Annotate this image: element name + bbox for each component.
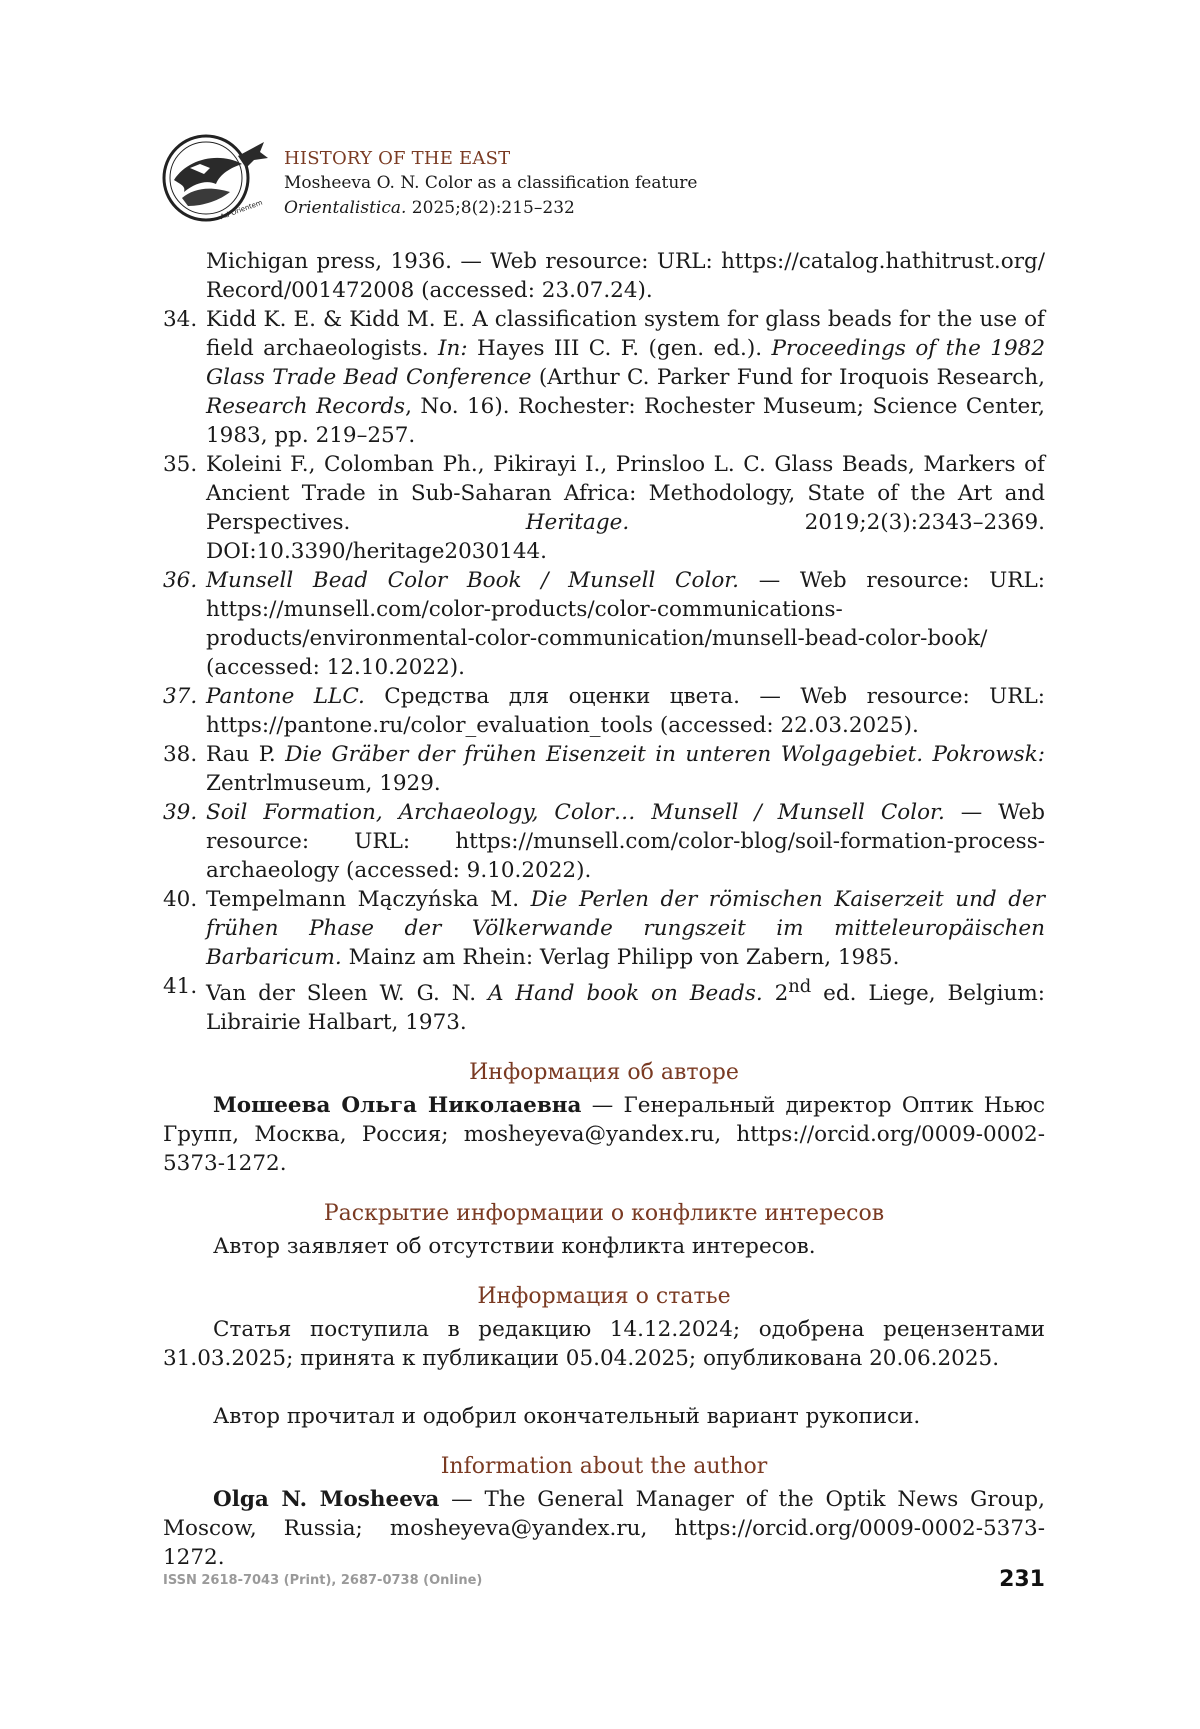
reference-text: — Web resource: URL: https://munsell.com/color-blog/soil-formation-process-archaeology (accessed: 9.10.2022). [206, 800, 1045, 883]
author-info-ru-heading: Информация об авторе [469, 1060, 739, 1086]
reference-item-39 [163, 798, 1045, 885]
reference-text: ed. Liege, Belgium: Librairie Halbart, 1973. [206, 981, 1045, 1036]
reference-item-35 [163, 450, 1045, 566]
reference-text: (Arthur C. Parker Fund for Iroquois Research, [531, 365, 1045, 390]
reference-item-38 [163, 740, 1045, 798]
reference-number: 40. [163, 887, 198, 912]
author-info-en-text [163, 1485, 1045, 1572]
reference-superscript: nd [788, 976, 812, 997]
reference-number: 38. [163, 742, 198, 767]
reference-italic: A Hand book on Beads. [487, 981, 763, 1007]
conflict-heading: Раскрытие информации о конфликте интересов [323, 1201, 885, 1227]
reference-item-40 [163, 885, 1045, 972]
reference-text: Tempelmann Mączyńska M. [206, 887, 531, 912]
reference-number: 35. [163, 452, 198, 477]
author-name-en: Olga N. Mosheeva [213, 1487, 440, 1513]
reference-item-41 [163, 972, 1045, 1037]
spacer [163, 1373, 1045, 1402]
reference-item-34 [163, 305, 1045, 450]
author-info-ru-text [163, 1091, 1045, 1178]
reference-text: Средства для оценки цвета. — Web resource: URL: https://pantone.ru/color_evaluation_tools (accessed: 22.03.2025). [206, 684, 1045, 738]
reference-italic: Die Gräber der frühen Eisenzeit in unteren Wolgagebiet. Pokrowsk: [285, 742, 1045, 767]
reference-item-36 [163, 566, 1045, 682]
approval-text: Автор прочитал и одобрил окончательный вариант рукописи. [213, 1404, 921, 1430]
reference-text: Koleini F., Colomban Ph., Pikirayi I., Prinsloo L. C. Glass Beads, Markers of Ancient Trade in Sub-Saharan Africa: Methodology, State of the Art and Perspectives. [206, 452, 1045, 535]
reference-continuation [163, 247, 1045, 305]
reference-text: Mainz am Rhein: Verlag Philipp von Zabern, 1985. [341, 945, 900, 970]
reference-text: Kidd K. E. & Kidd M. E. A classification system for glass beads for the use of field archaeologists. [206, 307, 1045, 361]
conflict-text: Автор заявляет об отсутствии конфликта интересов. [213, 1234, 816, 1260]
page-header [160, 128, 1060, 224]
reference-italic: Research Records [206, 394, 406, 419]
reference-text: , No. 16). Rochester: Rochester Museum; Science Center, 1983, pp. 219–257. [206, 394, 1045, 448]
page-content [163, 247, 1045, 1572]
continuation-line-2: Record/001472008 (accessed: 23.07.24). [206, 278, 653, 303]
author-details-ru: — Генеральный директор Оптик Ньюс Групп, Москва, Россия; mosheyeva@yandex.ru, https://orcid.org/0009-0002-5373-1272. [163, 1093, 1045, 1177]
article-info-heading: Информация о статье [477, 1284, 731, 1310]
reference-text: Zentrlmuseum, 1929. [206, 771, 441, 796]
logo-caption: Ad Orientem [219, 198, 264, 222]
article-info-text: Статья поступила в редакцию 14.12.2024; одобрена рецензентами 31.03.2025; принята к публикации 05.04.2025; опубликована 20.06.2025. [163, 1317, 1045, 1372]
reference-text: Hayes III C. F. (gen. ed.). [467, 336, 772, 361]
reference-italic: Heritage. [525, 510, 630, 535]
page-number: 231 [999, 1567, 1045, 1592]
reference-number: 34. [163, 307, 198, 332]
reference-list [163, 305, 1045, 1037]
reference-text: Van der Sleen W. G. N. [206, 981, 488, 1007]
reference-italic: Pantone LLC. [206, 684, 365, 709]
journal-section-title: HISTORY OF THE EAST [284, 148, 511, 169]
continuation-line-1: Michigan press, 1936. — Web resource: URL: https://catalog.hathitrust.org/ [206, 249, 1045, 274]
reference-number: 39. [163, 800, 198, 825]
reference-number: 36. [163, 568, 198, 593]
reference-italic: Munsell Bead Color Book / Munsell Color. [206, 568, 740, 593]
journal-logo-icon [160, 128, 270, 224]
reference-italic: Soil Formation, Archaeology, Color… Munsell / Munsell Color. [206, 800, 945, 825]
reference-number: 41. [163, 974, 198, 999]
reference-text: 2019;2(3):2343–2369. DOI:10.3390/heritage2030144. [206, 510, 1045, 564]
article-running-title: Mosheeva O. N. Color as a classification feature [284, 173, 698, 193]
reference-text: 2 [762, 981, 789, 1007]
journal-name: Orientalistica. [284, 198, 407, 218]
reference-number: 37. [163, 684, 198, 709]
journal-citation [284, 196, 697, 221]
issn-text: ISSN 2618-7043 (Print), 2687-0738 (Online) [163, 1573, 483, 1588]
reference-text: Rau P. [206, 742, 286, 767]
author-info-en-heading: Information about the author [440, 1454, 768, 1480]
reference-italic: In: [438, 336, 468, 361]
reference-italic: Proceedings of the 1982 Glass Trade Bead Conference [206, 336, 1046, 390]
author-name-ru: Мошеева Ольга Николаевна [213, 1093, 582, 1119]
journal-issue: 2025;8(2):215–232 [406, 198, 575, 218]
reference-text: — Web resource: URL: https://munsell.com/color-products/color-communications-products/environmental-color-communication/munsell-bead-color-book/ (accessed: 12.10.2022). [206, 568, 1045, 680]
reference-item-37 [163, 682, 1045, 740]
author-details-en: — The General Manager of the Optik News Group, Moscow, Russia; mosheyeva@yandex.ru, https://orcid.org/0009-0002-5373-1272. [163, 1487, 1046, 1571]
header-text [284, 146, 697, 221]
page-footer [163, 1563, 1045, 1603]
reference-italic: Die Perlen der römischen Kaiserzeit und der frühen Phase der Völkerwande rungszeit im mitteleuropäischen Barbaricum. [206, 887, 1045, 970]
